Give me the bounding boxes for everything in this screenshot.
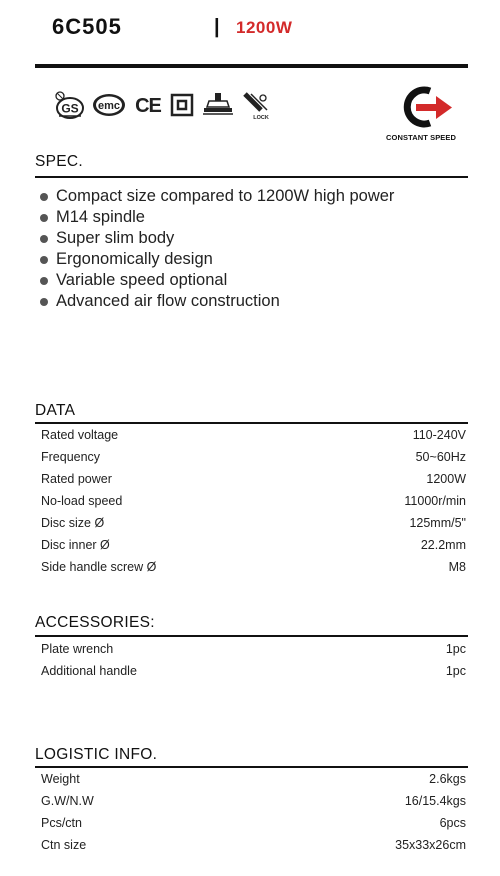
header-separator: |: [214, 16, 220, 38]
table-row: Pcs/ctn 6pcs: [41, 816, 466, 830]
svg-text:LOCK: LOCK: [253, 115, 269, 120]
table-row: Disc inner Ø 22.2mm: [41, 538, 466, 552]
ce-mark-icon: [133, 90, 163, 120]
list-item: Super slim body: [40, 228, 394, 249]
bullet-icon: [40, 298, 48, 306]
bullet-icon: [40, 193, 48, 201]
spec-title: SPEC.: [35, 153, 84, 170]
emc-mark-icon: [91, 90, 127, 120]
spec-list: [40, 186, 394, 312]
list-item: Advanced air flow construction: [40, 291, 394, 312]
constant-speed-icon: [400, 84, 460, 135]
table-row: G.W/N.W 16/15.4kgs: [41, 794, 466, 808]
table-row: Rated power 1200W: [41, 472, 466, 486]
lock-switch-icon: [241, 90, 275, 120]
svg-text:emc: emc: [97, 100, 121, 112]
table-row: Ctn size 35x33x26cm: [41, 838, 466, 852]
list-item: M14 spindle: [40, 207, 394, 228]
gs-mark-icon: [53, 90, 85, 120]
bullet-icon: [40, 214, 48, 222]
table-row: Rated voltage 110-240V: [41, 428, 466, 442]
accessories-divider: [35, 635, 468, 637]
table-row: Additional handle 1pc: [41, 664, 466, 678]
constant-speed-label: CONSTANT SPEED: [386, 133, 457, 142]
data-title: DATA: [35, 402, 76, 419]
list-item: Compact size compared to 1200W high power: [40, 186, 394, 207]
certification-marks: [53, 88, 275, 122]
list-item: Variable speed optional: [40, 270, 394, 291]
logistic-title: LOGISTIC INFO.: [35, 746, 158, 763]
model-number: 6C505: [52, 14, 122, 39]
table-row: No-load speed 11000r/min: [41, 494, 466, 508]
table-row: Side handle screw Ø M8: [41, 560, 466, 574]
header-divider: [35, 64, 468, 68]
angle-grinder-icon: [201, 90, 235, 120]
table-row: Weight 2.6kgs: [41, 772, 466, 786]
table-row: Plate wrench 1pc: [41, 642, 466, 656]
bullet-icon: [40, 256, 48, 264]
table-row: Frequency 50~60Hz: [41, 450, 466, 464]
double-insulation-icon: [169, 90, 195, 120]
list-item: Ergonomically design: [40, 249, 394, 270]
accessories-title: ACCESSORIES:: [35, 614, 155, 631]
table-row: Disc size Ø 125mm/5": [41, 516, 466, 530]
bullet-icon: [40, 277, 48, 285]
spec-divider: [35, 176, 468, 178]
svg-text:CE: CE: [135, 95, 161, 117]
svg-text:GS: GS: [61, 101, 79, 116]
power-rating: 1200W: [236, 18, 293, 37]
bullet-icon: [40, 235, 48, 243]
